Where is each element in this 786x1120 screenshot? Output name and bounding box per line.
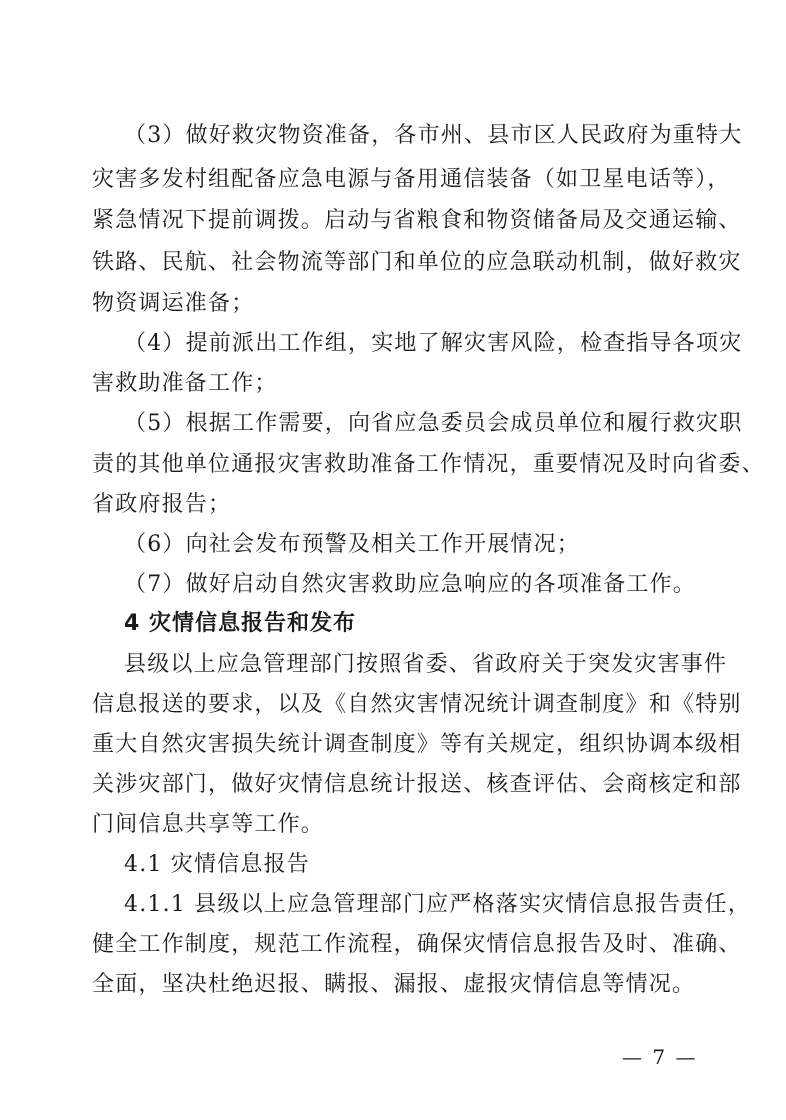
paragraph-line: 全面，坚决杜绝迟报、瞒报、漏报、虚报灾情信息等情况。	[92, 972, 696, 997]
paragraph-line: （5）根据工作需要，向省应急委员会成员单位和履行救灾职	[124, 411, 743, 436]
page-number: — 7 —	[622, 1045, 698, 1069]
paragraph-line: 省政府报告；	[92, 492, 232, 517]
section-heading: 4 灾情信息报告和发布	[124, 611, 356, 636]
paragraph-line: 铁路、民航、社会物流等部门和单位的应急联动机制，做好救灾	[92, 250, 742, 275]
paragraph-line: （6）向社会发布预警及相关工作开展情况；	[124, 532, 580, 557]
paragraph-line: 健全工作制度，规范工作流程，确保灾情信息报告及时、准确、	[92, 932, 742, 957]
paragraph-line: 县级以上应急管理部门按照省委、省政府关于突发灾害事件	[124, 652, 728, 677]
paragraph-line: 关涉灾部门，做好灾情信息统计报送、核查评估、会商核定和部	[92, 772, 742, 797]
subsection-heading: 4.1 灾情信息报告	[124, 852, 310, 877]
paragraph-line: 门间信息共享等工作。	[92, 812, 325, 837]
paragraph-line: 重大自然灾害损失统计调查制度》等有关规定，组织协调本级相	[92, 732, 742, 757]
paragraph-line: 信息报送的要求，以及《自然灾害情况统计调查制度》和《特别	[92, 692, 742, 717]
paragraph-line: 4.1.1 县级以上应急管理部门应严格落实灾情信息报告责任，	[124, 892, 751, 917]
paragraph-line: （3）做好救灾物资准备，各市州、县市区人民政府为重特大	[124, 123, 743, 148]
paragraph-line: 灾害多发村组配备应急电源与备用通信装备（如卫星电话等），	[92, 167, 731, 192]
paragraph-line: （7）做好启动自然灾害救助应急响应的各项准备工作。	[124, 572, 696, 597]
paragraph-line: 紧急情况下提前调拨。启动与省粮食和物资储备局及交通运输、	[92, 208, 742, 233]
paragraph-line: 责的其他单位通报灾害救助准备工作情况，重要情况及时向省委、	[92, 452, 765, 477]
paragraph-line: 物资调运准备；	[92, 291, 255, 316]
paragraph-line: 害救助准备工作；	[92, 371, 278, 396]
paragraph-line: （4）提前派出工作组，实地了解灾害风险，检查指导各项灾	[124, 331, 743, 356]
